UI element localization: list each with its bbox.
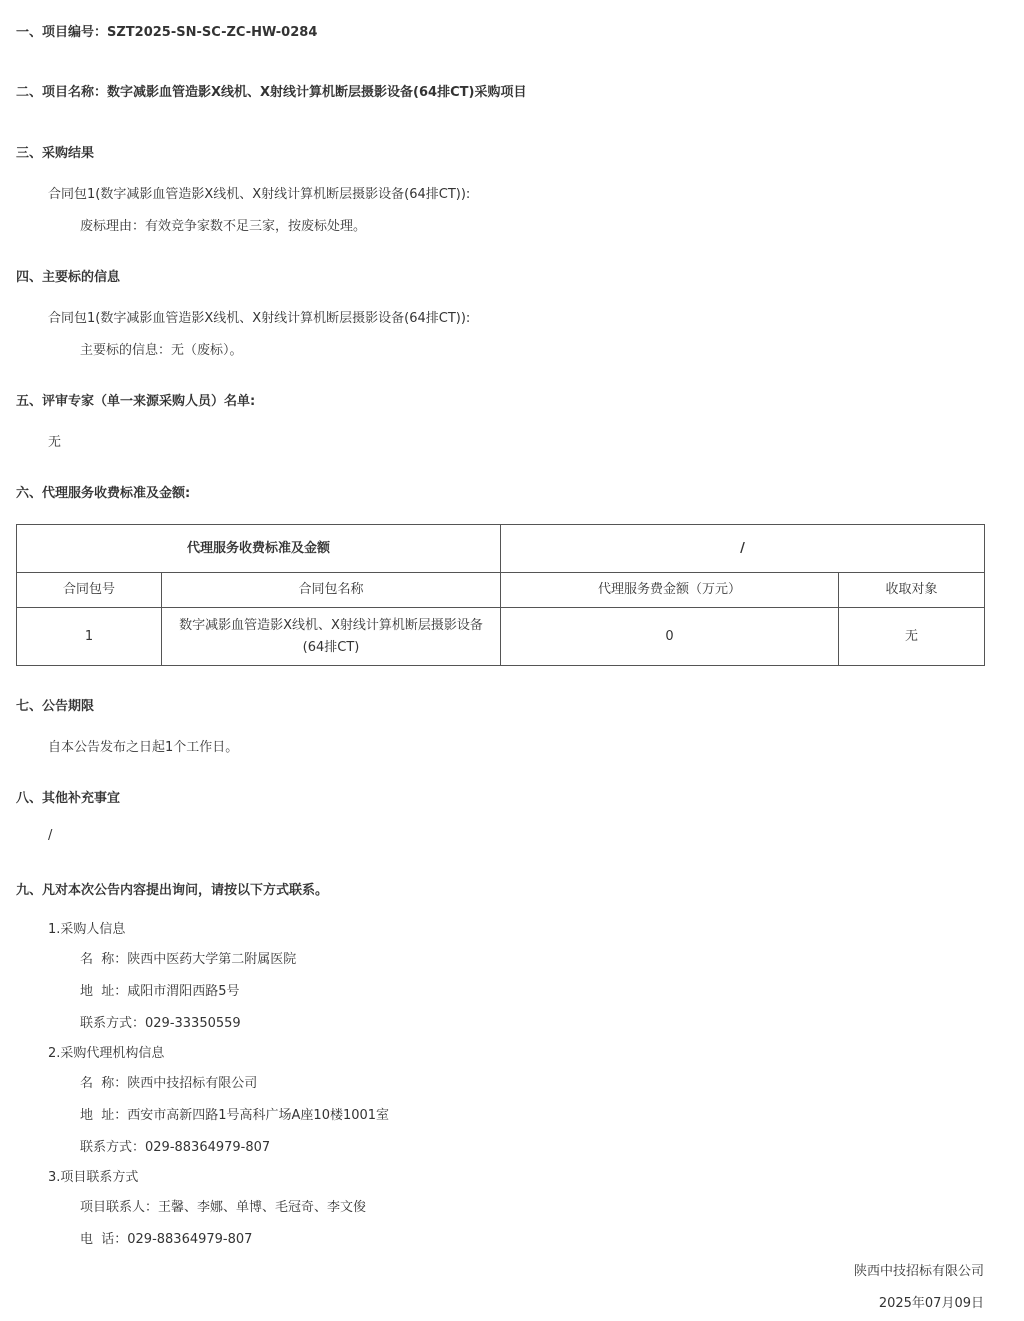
column-header: 收取对象 <box>839 573 985 608</box>
section-heading-main-info: 四、主要标的信息 <box>16 270 121 285</box>
project-number <box>16 21 317 40</box>
cell-package-name: 数字减影血管造影X线机、X射线计算机断层摄影设备(64排CT) <box>162 608 501 666</box>
cell-package-no: 1 <box>17 608 162 666</box>
section-heading-result: 三、采购结果 <box>16 146 95 161</box>
table-title-row <box>17 525 985 573</box>
buyer-info-title: 1.采购人信息 <box>48 922 126 937</box>
buyer-contact: 联系方式：029-33350559 <box>80 1016 241 1031</box>
cell-payer: 无 <box>839 608 985 666</box>
main-info-package: 合同包1(数字减影血管造影X线机、X射线计算机断层摄影设备(64排CT)): <box>48 311 471 326</box>
project-number-value: SZT2025-SN-SC-ZC-HW-0284 <box>107 25 318 40</box>
section-heading-contact: 九、凡对本次公告内容提出询问，请按以下方式联系。 <box>16 883 329 898</box>
table-title-value-cell: / <box>501 525 985 573</box>
result-detail: 废标理由：有效竞争家数不足三家，按废标处理。 <box>80 219 367 234</box>
footer-company: 陕西中技招标有限公司 <box>853 1264 984 1279</box>
project-name-value: 数字减影血管造影X线机、X射线计算机断层摄影设备(64排CT)采购项目 <box>107 85 527 100</box>
other-value: / <box>48 828 53 843</box>
project-name <box>16 81 526 100</box>
agency-fee-table <box>16 524 985 666</box>
project-contact-persons: 项目联系人：王馨、李娜、单博、毛冠奇、李文俊 <box>80 1200 367 1215</box>
project-contact-phone: 电 话：029-88364979-807 <box>80 1232 253 1247</box>
experts-value: 无 <box>48 435 62 450</box>
agency-name: 名 称：陕西中技招标有限公司 <box>80 1076 258 1091</box>
column-header: 合同包号 <box>17 573 162 608</box>
section-heading-agency-fee: 六、代理服务收费标准及金额: <box>16 486 191 501</box>
agency-info-title: 2.采购代理机构信息 <box>48 1046 165 1061</box>
buyer-address: 地 址：咸阳市渭阳西路5号 <box>80 984 240 999</box>
project-number-label: 一、项目编号： <box>16 25 108 40</box>
column-header: 合同包名称 <box>162 573 501 608</box>
period-value: 自本公告发布之日起1个工作日。 <box>48 740 239 755</box>
project-name-label: 二、项目名称： <box>16 85 108 100</box>
footer-date: 2025年07月09日 <box>878 1296 984 1311</box>
agency-contact: 联系方式：029-88364979-807 <box>80 1140 271 1155</box>
section-heading-experts: 五、评审专家（单一来源采购人员）名单: <box>16 394 256 409</box>
buyer-name: 名 称：陕西中医药大学第二附属医院 <box>80 952 297 967</box>
project-contact-title: 3.项目联系方式 <box>48 1170 139 1185</box>
section-heading-other: 八、其他补充事宜 <box>16 791 121 806</box>
table-header-row <box>17 573 985 608</box>
column-header: 代理服务费金额（万元） <box>501 573 839 608</box>
table-row <box>17 608 985 666</box>
main-info-detail: 主要标的信息：无（废标）。 <box>80 343 243 358</box>
result-package: 合同包1(数字减影血管造影X线机、X射线计算机断层摄影设备(64排CT)): <box>48 187 471 202</box>
table-title-cell: 代理服务收费标准及金额 <box>17 525 501 573</box>
section-heading-period: 七、公告期限 <box>16 699 95 714</box>
cell-fee-amount: 0 <box>501 608 839 666</box>
agency-address: 地 址：西安市高新四路1号高科广场A座10楼1001室 <box>80 1108 390 1123</box>
